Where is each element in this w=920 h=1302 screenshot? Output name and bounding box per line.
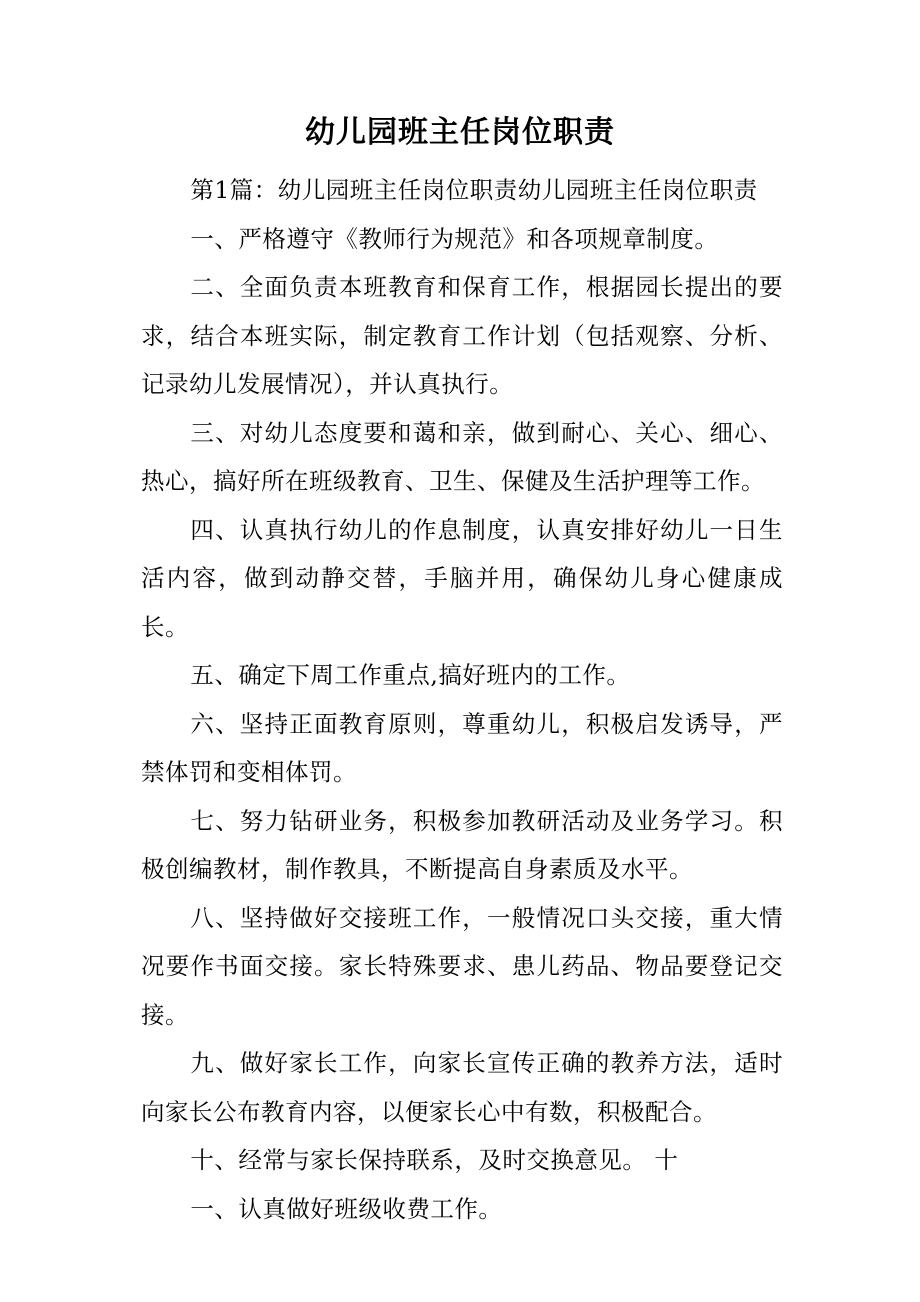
paragraph: 五、确定下周工作重点,搞好班内的工作。 bbox=[190, 661, 631, 689]
paragraph: 八、坚持做好交接班工作，一般情况口头交接，重大情况要作书面交接。家长特殊要求、患儿药品、物品要登记交接。 bbox=[141, 903, 783, 1029]
paragraph: 十、经常与家长保持联系，及时交换意见。 十 bbox=[190, 1146, 679, 1174]
paragraph: 二、全面负责本班教育和保育工作，根据园长提出的要求，结合本班实际，制定教育工作计划（包括观察、分析、记录幼儿发展情况），并认真执行。 bbox=[141, 273, 783, 398]
paragraph: 第1篇：幼儿园班主任岗位职责幼儿园班主任岗位职责 bbox=[190, 176, 758, 204]
paragraph: 三、对幼儿态度要和蔼和亲，做到耐心、关心、细心、热心，搞好所在班级教育、卫生、保健及生活护理等工作。 bbox=[141, 418, 783, 495]
document-title: 幼儿园班主任岗位职责 bbox=[305, 115, 615, 150]
paragraph: 四、认真执行幼儿的作息制度，认真安排好幼儿一日生活内容，做到动静交替，手脑并用，确保幼儿身心健康成长。 bbox=[141, 515, 783, 641]
paragraph: 七、努力钻研业务，积极参加教研活动及业务学习。积极创编教材，制作教具，不断提高自身素质及水平。 bbox=[141, 806, 783, 883]
paragraph: 九、做好家长工作，向家长宣传正确的教养方法，适时向家长公布教育内容，以便家长心中有数，积极配合。 bbox=[141, 1049, 783, 1126]
paragraph: 一、认真做好班级收费工作。 bbox=[190, 1194, 503, 1223]
paragraph: 一、严格遵守《教师行为规范》和各项规章制度。 bbox=[190, 224, 719, 253]
paragraph: 六、坚持正面教育原则，尊重幼儿，积极启发诱导，严禁体罚和变相体罚。 bbox=[141, 709, 783, 786]
document-body bbox=[141, 166, 783, 1233]
